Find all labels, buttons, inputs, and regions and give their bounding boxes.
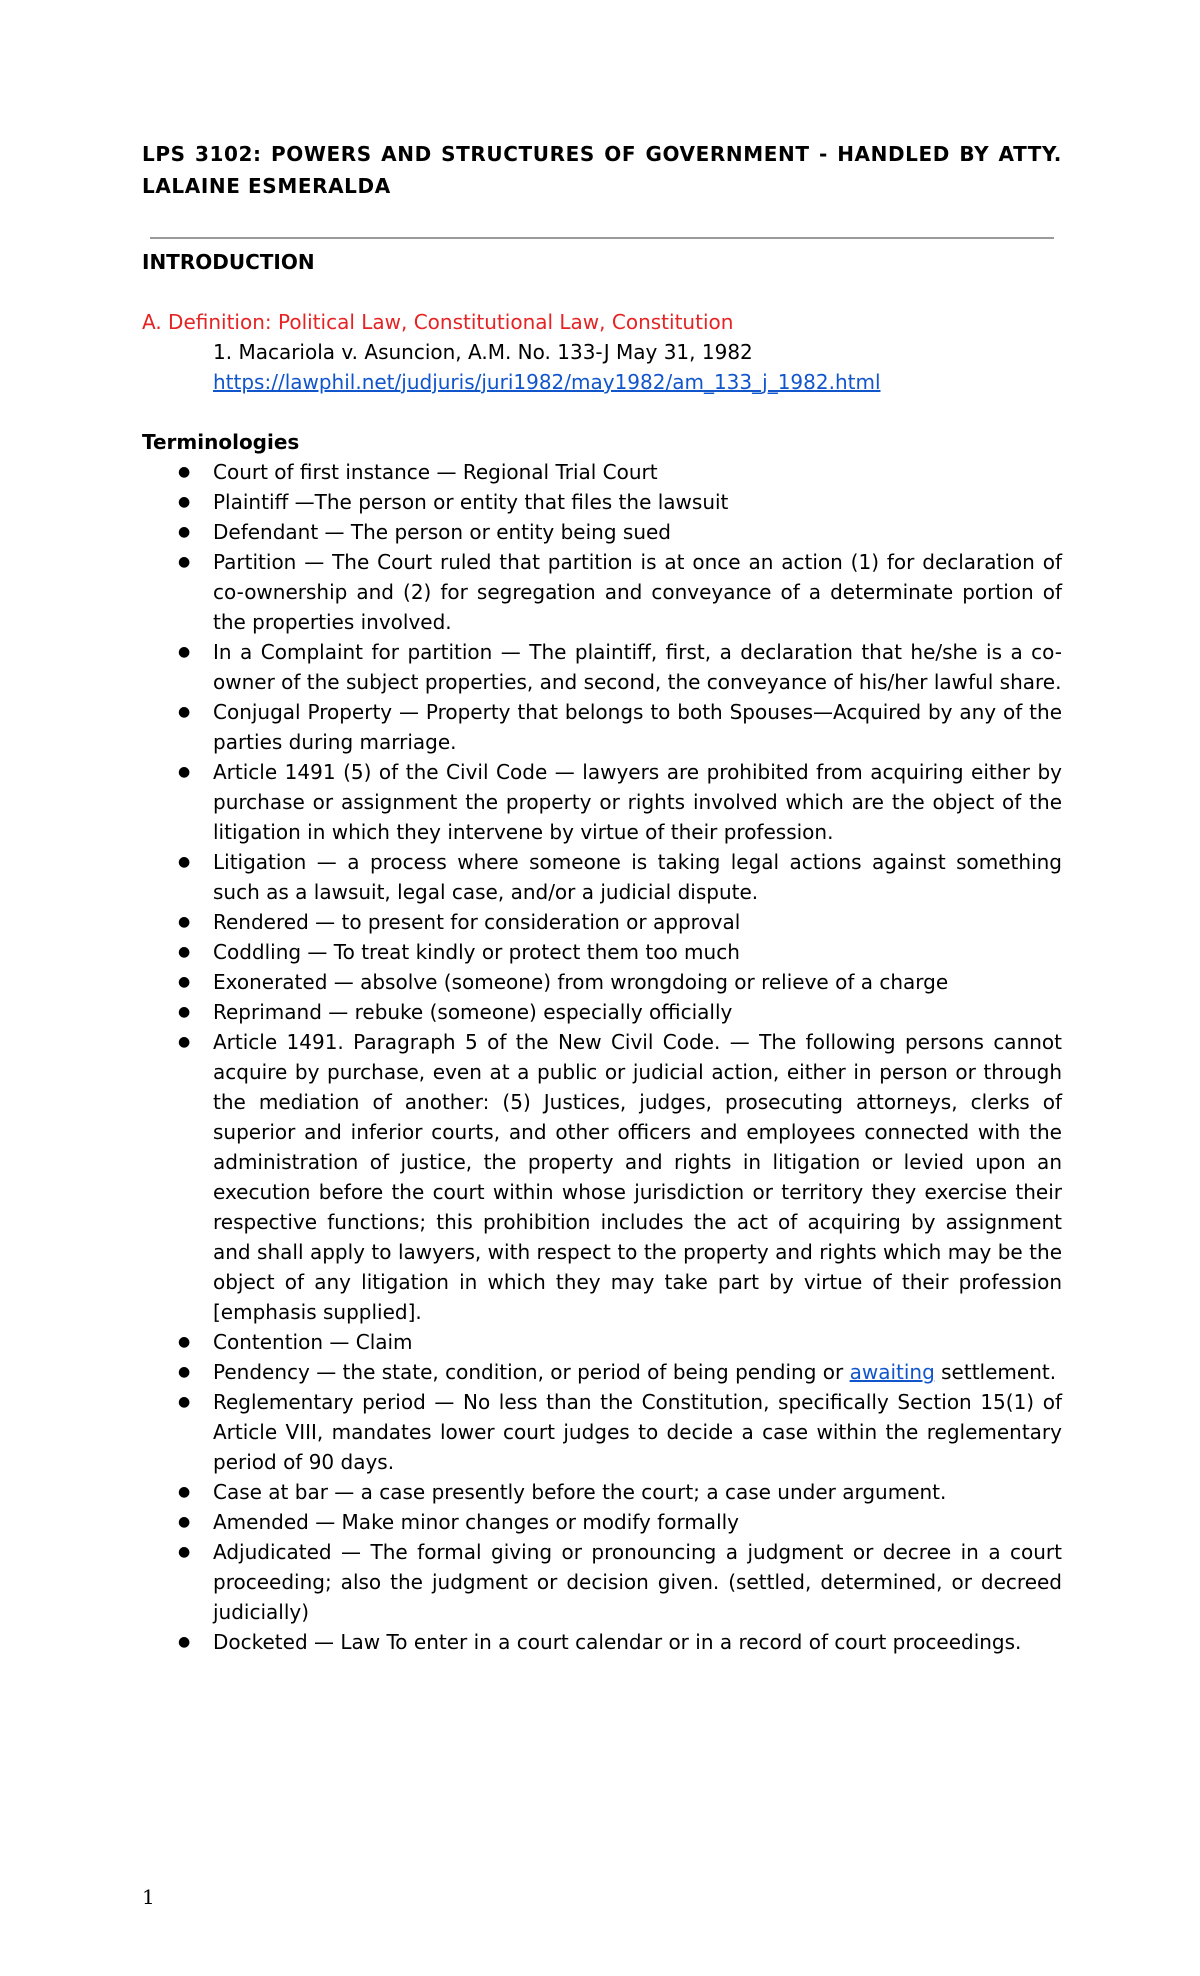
- bullet-icon: ●: [178, 704, 191, 720]
- list-item: [142, 547, 1062, 637]
- list-item: [142, 487, 1062, 517]
- list-item-text: Defendant — The person or entity being sued: [213, 520, 671, 544]
- list-item: [142, 997, 1062, 1027]
- course-title: LPS 3102: POWERS AND STRUCTURES OF GOVERNMENT - HANDLED BY ATTY. LALAINE ESMERALDA: [142, 142, 1062, 198]
- list-item: [142, 1027, 1062, 1327]
- list-item: [142, 847, 1062, 907]
- bullet-icon: ●: [178, 554, 191, 570]
- bullet-icon: ●: [178, 1364, 191, 1380]
- list-item-text: Reglementary period — No less than the Constitution, specifically Section 15(1) of Article VIII, mandates lower court judges to decide a case within the reglementary period of 90 days.: [213, 1390, 1062, 1474]
- list-item: [142, 967, 1062, 997]
- list-item-pendency: [142, 1357, 1062, 1387]
- pendency-text-after: settlement.: [934, 1360, 1057, 1384]
- section-heading-introduction: INTRODUCTION: [142, 250, 315, 274]
- list-item: [142, 907, 1062, 937]
- list-item-text: Exonerated — absolve (someone) from wrongdoing or relieve of a charge: [213, 970, 949, 994]
- page-number: 1: [142, 1885, 155, 1909]
- horizontal-rule: [150, 237, 1054, 239]
- bullet-icon: ●: [178, 494, 191, 510]
- list-item-text: Adjudicated — The formal giving or pronouncing a judgment or decree in a court proceeding; also the judgment or decision given. (settled, determined, or decreed judicially): [213, 1540, 1062, 1624]
- bullet-icon: ●: [178, 1034, 191, 1050]
- bullet-icon: ●: [178, 974, 191, 990]
- case-link[interactable]: https://lawphil.net/judjuris/juri1982/may1982/am_133_j_1982.html: [213, 370, 881, 394]
- bullet-icon: ●: [178, 464, 191, 480]
- list-item: [142, 1627, 1062, 1657]
- list-item-text: Contention — Claim: [213, 1330, 413, 1354]
- list-item: [142, 757, 1062, 847]
- list-item: [142, 457, 1062, 487]
- list-item: [142, 1507, 1062, 1537]
- list-item-text: Partition — The Court ruled that partition is at once an action (1) for declaration of co-ownership and (2) for segregation and conveyance of a determinate portion of the properties involved.: [213, 550, 1062, 634]
- bullet-icon: ●: [178, 1394, 191, 1410]
- list-item-text: Coddling — To treat kindly or protect them too much: [213, 940, 740, 964]
- list-item: [142, 637, 1062, 697]
- awaiting-link[interactable]: awaiting: [849, 1360, 935, 1384]
- list-item-text: Plaintiff —The person or entity that files the lawsuit: [213, 490, 729, 514]
- bullet-icon: ●: [178, 764, 191, 780]
- list-item: [142, 937, 1062, 967]
- list-item-text: Amended — Make minor changes or modify formally: [213, 1510, 740, 1534]
- bullet-icon: ●: [178, 1004, 191, 1020]
- list-item: [142, 517, 1062, 547]
- subsection-heading: A. Definition: Political Law, Constitutional Law, Constitution: [142, 310, 734, 334]
- list-item: [142, 697, 1062, 757]
- bullet-icon: ●: [178, 1544, 191, 1560]
- case-citation: 1. Macariola v. Asuncion, A.M. No. 133-J May 31, 1982: [213, 340, 753, 364]
- bullet-icon: ●: [178, 854, 191, 870]
- list-item-text: Case at bar — a case presently before the court; a case under argument.: [213, 1480, 947, 1504]
- case-link-line: [142, 367, 1062, 397]
- list-item-text: Conjugal Property — Property that belongs to both Spouses—Acquired by any of the parties during marriage.: [213, 700, 1062, 754]
- list-item-text: Reprimand — rebuke (someone) especially officially: [213, 1000, 733, 1024]
- bullet-icon: ●: [178, 1634, 191, 1650]
- bullet-icon: ●: [178, 1514, 191, 1530]
- list-item: [142, 1537, 1062, 1627]
- bullet-icon: ●: [178, 1334, 191, 1350]
- bullet-icon: ●: [178, 944, 191, 960]
- bullet-icon: ●: [178, 914, 191, 930]
- terminologies-heading: Terminologies: [142, 430, 300, 454]
- list-item: [142, 1477, 1062, 1507]
- list-item-text: Litigation — a process where someone is taking legal actions against something such as a lawsuit, legal case, and/or a judicial dispute.: [213, 850, 1062, 904]
- list-item: [142, 1387, 1062, 1477]
- pendency-text-before: Pendency — the state, condition, or period of being pending or: [213, 1360, 850, 1384]
- list-item-text: Rendered — to present for consideration or approval: [213, 910, 741, 934]
- page-content: [142, 138, 1062, 1657]
- bullet-icon: ●: [178, 524, 191, 540]
- bullet-icon: ●: [178, 644, 191, 660]
- list-item: [142, 1327, 1062, 1357]
- bullet-icon: ●: [178, 1484, 191, 1500]
- list-item-text: Docketed — Law To enter in a court calendar or in a record of court proceedings.: [213, 1630, 1022, 1654]
- subsection-definition: [142, 307, 1062, 397]
- terminologies-list: [142, 457, 1062, 1657]
- list-item-text: In a Complaint for partition — The plaintiff, first, a declaration that he/she is a co-owner of the subject properties, and second, the conveyance of his/her lawful share.: [213, 640, 1062, 694]
- list-item-text: Article 1491. Paragraph 5 of the New Civil Code. — The following persons cannot acquire by purchase, even at a public or judicial action, either in person or through the mediation of another: (5) Justices, judges, prosecuting attorneys, clerks of superior and inferior courts, and other officers and employees connected with the administration of justice, the property and rights in litigation or levied upon an execution before the court within whose jurisdiction or territory they exercise their respective functions; this prohibition includes the act of acquiring by assignment and shall apply to lawyers, with respect to the property and rights which may be the object of any litigation in which they may take part by virtue of their profession [emphasis supplied].: [213, 1030, 1062, 1324]
- list-item-text: Court of first instance — Regional Trial Court: [213, 460, 658, 484]
- list-item-text: Article 1491 (5) of the Civil Code — lawyers are prohibited from acquiring either by purchase or assignment the property or rights involved which are the object of the litigation in which they intervene by virtue of their profession.: [213, 760, 1062, 844]
